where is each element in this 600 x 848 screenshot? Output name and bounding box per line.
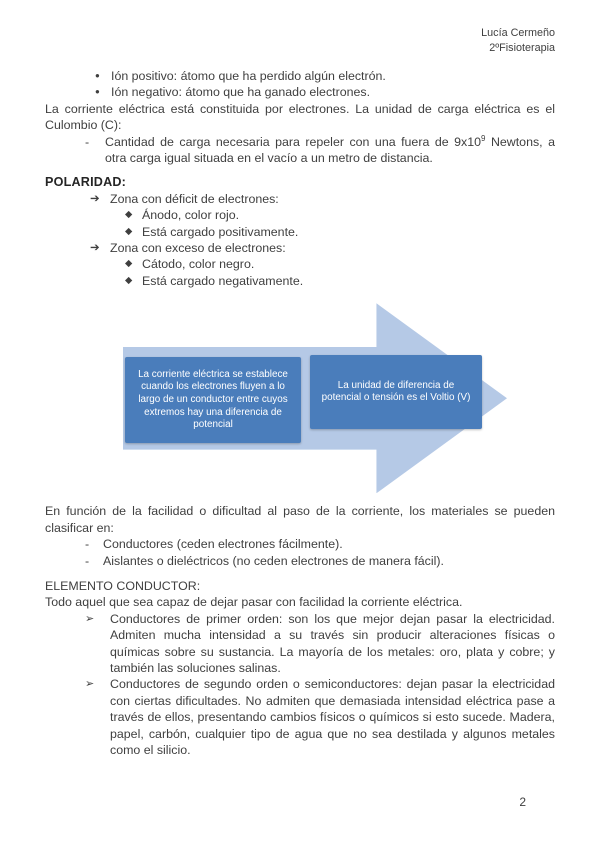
positivo-text: Está cargado positivamente. xyxy=(142,224,299,239)
header-course: 2ºFisioterapia xyxy=(489,41,555,54)
list-item xyxy=(45,207,555,223)
ion-positive-text: Ión positivo: átomo que ha perdido algún electrón. xyxy=(111,69,386,83)
bullet-dash-icon: - xyxy=(85,134,90,149)
anodo-text: Ánodo, color rojo. xyxy=(142,208,240,223)
bullet-arrow-icon: ➔ xyxy=(90,242,100,255)
exceso-label: Zona con exceso de electrones: xyxy=(110,241,286,256)
diagram-box-current: La corriente eléctrica se establece cuando los electrones fluyen a lo largo de un conductor entre cuyos extremos hay una diferencia de potencial xyxy=(125,357,301,443)
bullet-triangle-icon: ➢ xyxy=(85,678,95,691)
catodo-text: Cátodo, color negro. xyxy=(142,257,255,272)
conductor-heading: ELEMENTO CONDUCTOR: xyxy=(45,578,201,593)
list-item xyxy=(45,676,555,758)
coulomb-def-pre: Cantidad de carga necesaria para repeler con una fuera de 9x10 xyxy=(105,134,481,149)
conductor-intro: Todo aquel que sea capaz de dejar pasar con facilidad la corriente eléctrica. xyxy=(45,595,463,610)
bullet-diamond-icon: ◆ xyxy=(125,225,133,237)
header-author: Lucía Cermeño xyxy=(481,27,555,39)
list-item xyxy=(45,68,555,84)
polaridad-heading: POLARIDAD: xyxy=(45,175,127,190)
list-item xyxy=(45,256,555,272)
materiales-paragraph: En función de la facilidad o dificultad al paso de la corriente, los materiales se pueden clasificar en: xyxy=(45,504,555,535)
list-item xyxy=(45,240,555,256)
segundo-orden-text: Conductores de segundo orden o semiconductores: dejan pasar la electricidad con ciertas dificultades. No admiten que demasiada intensidad eléctrica pase a través de ellos, presentando cambios físicos o químicos si esto sucede. Madera, papel, carbón, cualquier tipo de agua que no sea destilada y algunos metales como el silicio. xyxy=(110,677,555,757)
primer-orden-text: Conductores de primer orden: son los que mejor dejan pasar la electricidad. Admiten mucha intensidad a su través sin producir alteraciones físicas o químicas sobre su sustancia. La mayoría de los metales: oro, plata y cobre; y también las soluciones salinas. xyxy=(110,611,555,675)
bullet-dot-icon: ● xyxy=(95,87,100,97)
bullet-arrow-icon: ➔ xyxy=(90,192,100,205)
bullet-diamond-icon: ◆ xyxy=(125,258,133,270)
bullet-dot-icon: ● xyxy=(95,71,100,80)
page-header xyxy=(45,26,555,55)
aislantes-item: Aislantes o dieléctricos (no ceden electrones de manera fácil). xyxy=(103,553,444,568)
ion-negative-text: Ión negativo: átomo que ha ganado electrones. xyxy=(111,85,371,100)
bullet-dash-icon: - xyxy=(85,553,90,568)
coulomb-def-post: Newtons, a otra carga igual situada en el vacío a un metro de distancia. xyxy=(105,134,555,166)
list-item xyxy=(45,273,555,289)
coulomb-exponent: 9 xyxy=(481,133,486,143)
list-item xyxy=(45,84,555,100)
smartart-diagram xyxy=(45,303,555,493)
page-number: 2 xyxy=(519,794,526,809)
list-item xyxy=(45,536,555,552)
list-item xyxy=(45,224,555,240)
negativo-text: Está cargado negativamente. xyxy=(142,273,304,288)
charge-paragraph: La corriente eléctrica está constituida por electrones. La unidad de carga eléctrica es el Culombio (C): xyxy=(45,101,555,133)
diagram-box-voltio: La unidad de diferencia de potencial o tensión es el Voltio (V) xyxy=(310,355,482,429)
coulomb-definition xyxy=(105,134,555,167)
list-item xyxy=(45,611,555,677)
bullet-dash-icon: - xyxy=(85,537,90,552)
bullet-triangle-icon: ➢ xyxy=(85,612,95,625)
bullet-diamond-icon: ◆ xyxy=(125,274,133,286)
deficit-label: Zona con déficit de electrones: xyxy=(110,191,279,206)
list-item xyxy=(45,553,555,569)
conductores-item: Conductores (ceden electrones fácilmente). xyxy=(103,537,343,552)
list-item xyxy=(45,191,555,207)
bullet-diamond-icon: ◆ xyxy=(125,209,133,221)
list-item xyxy=(45,134,555,167)
